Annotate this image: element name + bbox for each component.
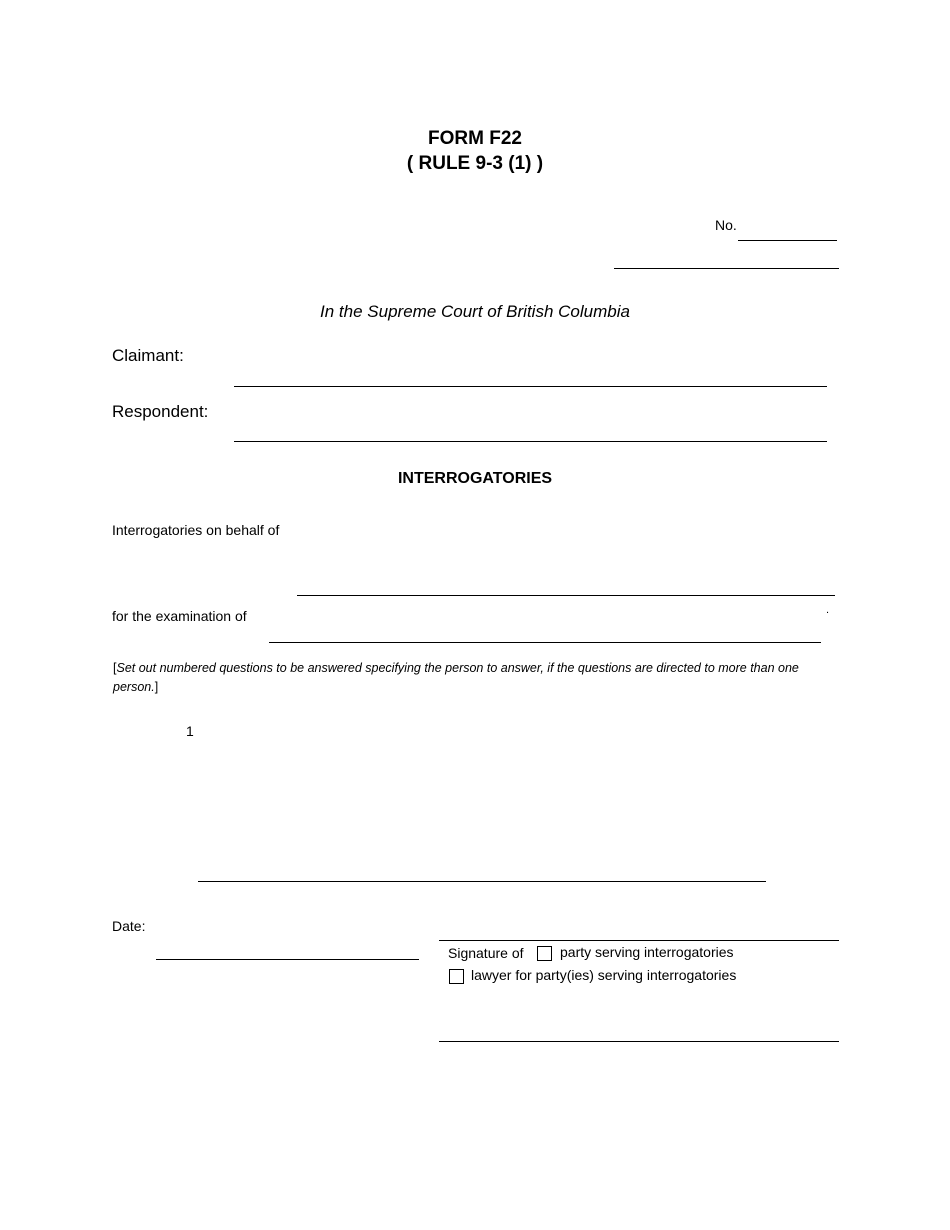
instruction-text: Set out numbered questions to be answered specifying the person to answer, if the questions are directed to more than one person. (113, 661, 799, 694)
lawyer-option-label: lawyer for party(ies) serving interrogatories (471, 967, 737, 983)
party-option-label: party serving interrogatories (560, 944, 734, 960)
respondent-label: Respondent: (112, 402, 209, 421)
section-heading: INTERROGATORIES (397, 470, 553, 487)
examination-field[interactable] (269, 642, 821, 643)
registry-field[interactable] (614, 268, 839, 269)
question-number: 1 (186, 723, 194, 739)
party-checkbox[interactable] (537, 946, 552, 961)
instruction-note (113, 659, 813, 697)
respondent-field[interactable] (234, 441, 827, 442)
form-rule: ( RULE 9-3 (1) ) (406, 153, 544, 174)
on-behalf-field[interactable] (297, 595, 835, 596)
questions-end-line (198, 881, 766, 882)
examination-label: for the examination of (112, 608, 247, 624)
claimant-label: Claimant: (112, 346, 184, 365)
examination-period: . (826, 604, 830, 616)
form-title: FORM F22 (428, 128, 522, 149)
court-name: In the Supreme Court of British Columbia (320, 302, 630, 321)
signature-line[interactable] (439, 940, 839, 941)
instruction-open-bracket: [ (113, 661, 117, 675)
date-label: Date: (112, 918, 146, 934)
court-number-field[interactable] (738, 240, 837, 241)
date-field[interactable] (156, 959, 419, 960)
court-number-label: No. (715, 217, 737, 233)
instruction-close-bracket: ] (154, 680, 159, 694)
on-behalf-label: Interrogatories on behalf of (112, 522, 280, 538)
signatory-name-field[interactable] (439, 1041, 839, 1042)
signature-of-label: Signature of (448, 945, 524, 961)
claimant-field[interactable] (234, 386, 827, 387)
lawyer-checkbox[interactable] (449, 969, 464, 984)
